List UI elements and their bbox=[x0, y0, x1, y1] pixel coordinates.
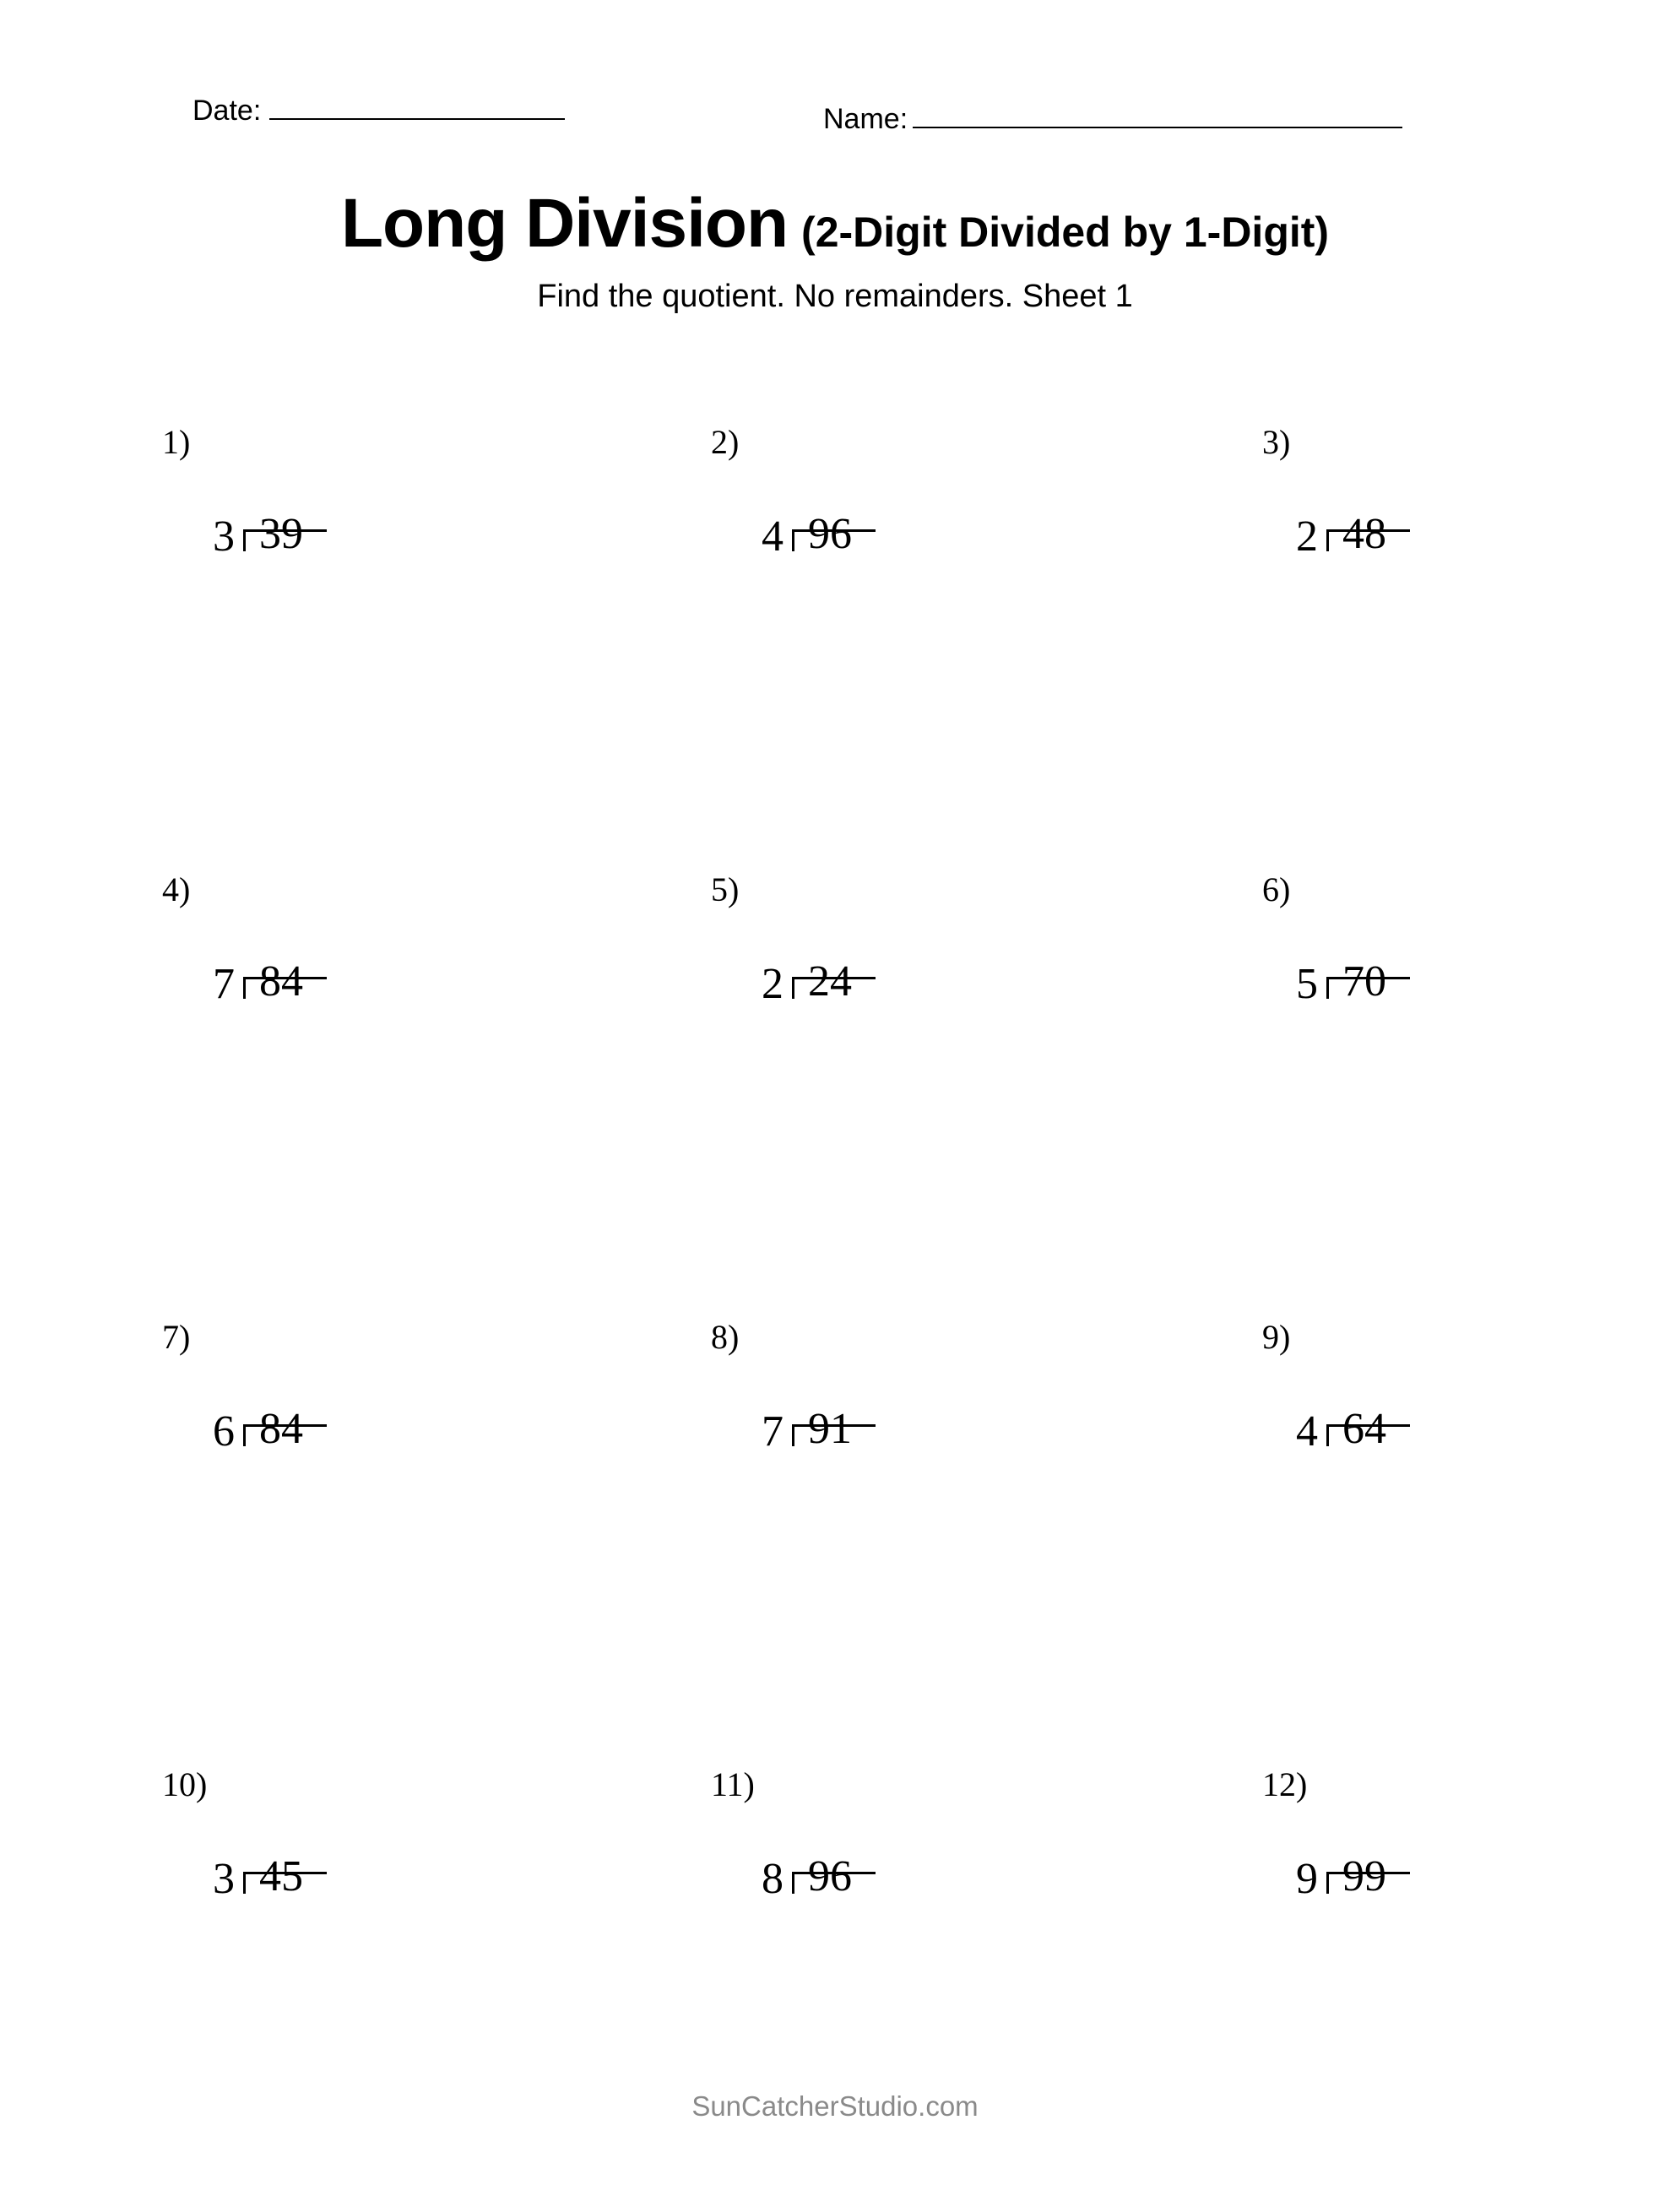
problem-number: 3) bbox=[1262, 423, 1291, 461]
division-bracket bbox=[792, 1832, 876, 1906]
division-bracket bbox=[243, 1832, 327, 1906]
problem-number: 6) bbox=[1262, 870, 1291, 908]
divisor: 6 bbox=[213, 1407, 235, 1456]
long-division-expression bbox=[213, 1385, 327, 1477]
divisor: 4 bbox=[762, 512, 783, 561]
dividend: 96 bbox=[808, 510, 852, 558]
problem-row bbox=[127, 422, 1562, 870]
page-subtitle: (2-Digit Divided by 1-Digit) bbox=[801, 209, 1330, 256]
divisor: 2 bbox=[762, 960, 783, 1008]
title-block bbox=[0, 184, 1670, 263]
dividend: 64 bbox=[1342, 1405, 1386, 1453]
problem-8[interactable] bbox=[711, 1317, 1150, 1756]
problem-number: 11) bbox=[711, 1765, 755, 1803]
dividend: 84 bbox=[259, 957, 303, 1006]
divisor: 4 bbox=[1296, 1407, 1318, 1456]
divisor: 5 bbox=[1296, 960, 1318, 1008]
worksheet-header bbox=[0, 93, 1670, 144]
name-field[interactable] bbox=[823, 101, 1402, 136]
problem-11[interactable] bbox=[711, 1765, 1150, 2204]
divisor: 9 bbox=[1296, 1855, 1318, 1903]
problem-number: 8) bbox=[711, 1318, 740, 1356]
date-label: Date: bbox=[192, 95, 262, 127]
problem-row bbox=[127, 870, 1562, 1317]
instructions-text: Find the quotient. No remainders. Sheet 1 bbox=[537, 279, 1133, 314]
name-label: Name: bbox=[823, 103, 908, 135]
division-bracket bbox=[1326, 1832, 1410, 1906]
problem-row bbox=[127, 1317, 1562, 1765]
long-division-expression bbox=[762, 937, 876, 1030]
long-division-expression bbox=[762, 1385, 876, 1477]
problem-number: 9) bbox=[1262, 1318, 1291, 1356]
divisor: 3 bbox=[213, 512, 235, 561]
problem-grid bbox=[127, 422, 1562, 2212]
long-division-expression bbox=[1296, 1385, 1410, 1477]
problem-2[interactable] bbox=[711, 422, 1150, 861]
problem-4[interactable] bbox=[162, 870, 601, 1309]
long-division-expression bbox=[1296, 937, 1410, 1030]
problem-row bbox=[127, 1765, 1562, 2212]
dividend: 24 bbox=[808, 957, 852, 1006]
dividend: 39 bbox=[259, 510, 303, 558]
problem-9[interactable] bbox=[1262, 1317, 1670, 1756]
problem-number: 5) bbox=[711, 870, 740, 908]
problem-number: 12) bbox=[1262, 1765, 1308, 1803]
division-bracket bbox=[1326, 490, 1410, 564]
problem-number: 10) bbox=[162, 1765, 208, 1803]
problem-1[interactable] bbox=[162, 422, 601, 861]
problem-number: 4) bbox=[162, 870, 191, 908]
dividend: 99 bbox=[1342, 1852, 1386, 1900]
division-bracket bbox=[1326, 937, 1410, 1011]
divisor: 7 bbox=[762, 1407, 783, 1456]
problem-5[interactable] bbox=[711, 870, 1150, 1309]
long-division-expression bbox=[1296, 490, 1410, 583]
divisor: 3 bbox=[213, 1855, 235, 1903]
division-bracket bbox=[243, 937, 327, 1011]
dividend: 84 bbox=[259, 1405, 303, 1453]
dividend: 70 bbox=[1342, 957, 1386, 1006]
long-division-expression bbox=[762, 1832, 876, 1925]
dividend: 91 bbox=[808, 1405, 852, 1453]
problem-7[interactable] bbox=[162, 1317, 601, 1756]
problem-number: 7) bbox=[162, 1318, 191, 1356]
problem-10[interactable] bbox=[162, 1765, 601, 2204]
date-field[interactable] bbox=[192, 93, 565, 127]
divisor: 8 bbox=[762, 1855, 783, 1903]
problem-3[interactable] bbox=[1262, 422, 1670, 861]
date-input-line[interactable] bbox=[269, 93, 565, 120]
divisor: 2 bbox=[1296, 512, 1318, 561]
divisor: 7 bbox=[213, 960, 235, 1008]
problem-number: 1) bbox=[162, 423, 191, 461]
division-bracket bbox=[792, 1385, 876, 1459]
long-division-expression bbox=[213, 1832, 327, 1925]
division-bracket bbox=[243, 1385, 327, 1459]
long-division-expression bbox=[1296, 1832, 1410, 1925]
dividend: 45 bbox=[259, 1852, 303, 1900]
division-bracket bbox=[792, 490, 876, 564]
long-division-expression bbox=[213, 937, 327, 1030]
page-title: Long Division bbox=[340, 185, 789, 262]
long-division-expression bbox=[762, 490, 876, 583]
problem-6[interactable] bbox=[1262, 870, 1670, 1309]
dividend: 48 bbox=[1342, 510, 1386, 558]
dividend: 96 bbox=[808, 1852, 852, 1900]
name-input-line[interactable] bbox=[913, 101, 1402, 128]
long-division-expression bbox=[213, 490, 327, 583]
division-bracket bbox=[1326, 1385, 1410, 1459]
problem-number: 2) bbox=[711, 423, 740, 461]
problem-12[interactable] bbox=[1262, 1765, 1670, 2204]
division-bracket bbox=[243, 490, 327, 564]
division-bracket bbox=[792, 937, 876, 1011]
footer-credit: SunCatcherStudio.com bbox=[691, 2090, 979, 2122]
